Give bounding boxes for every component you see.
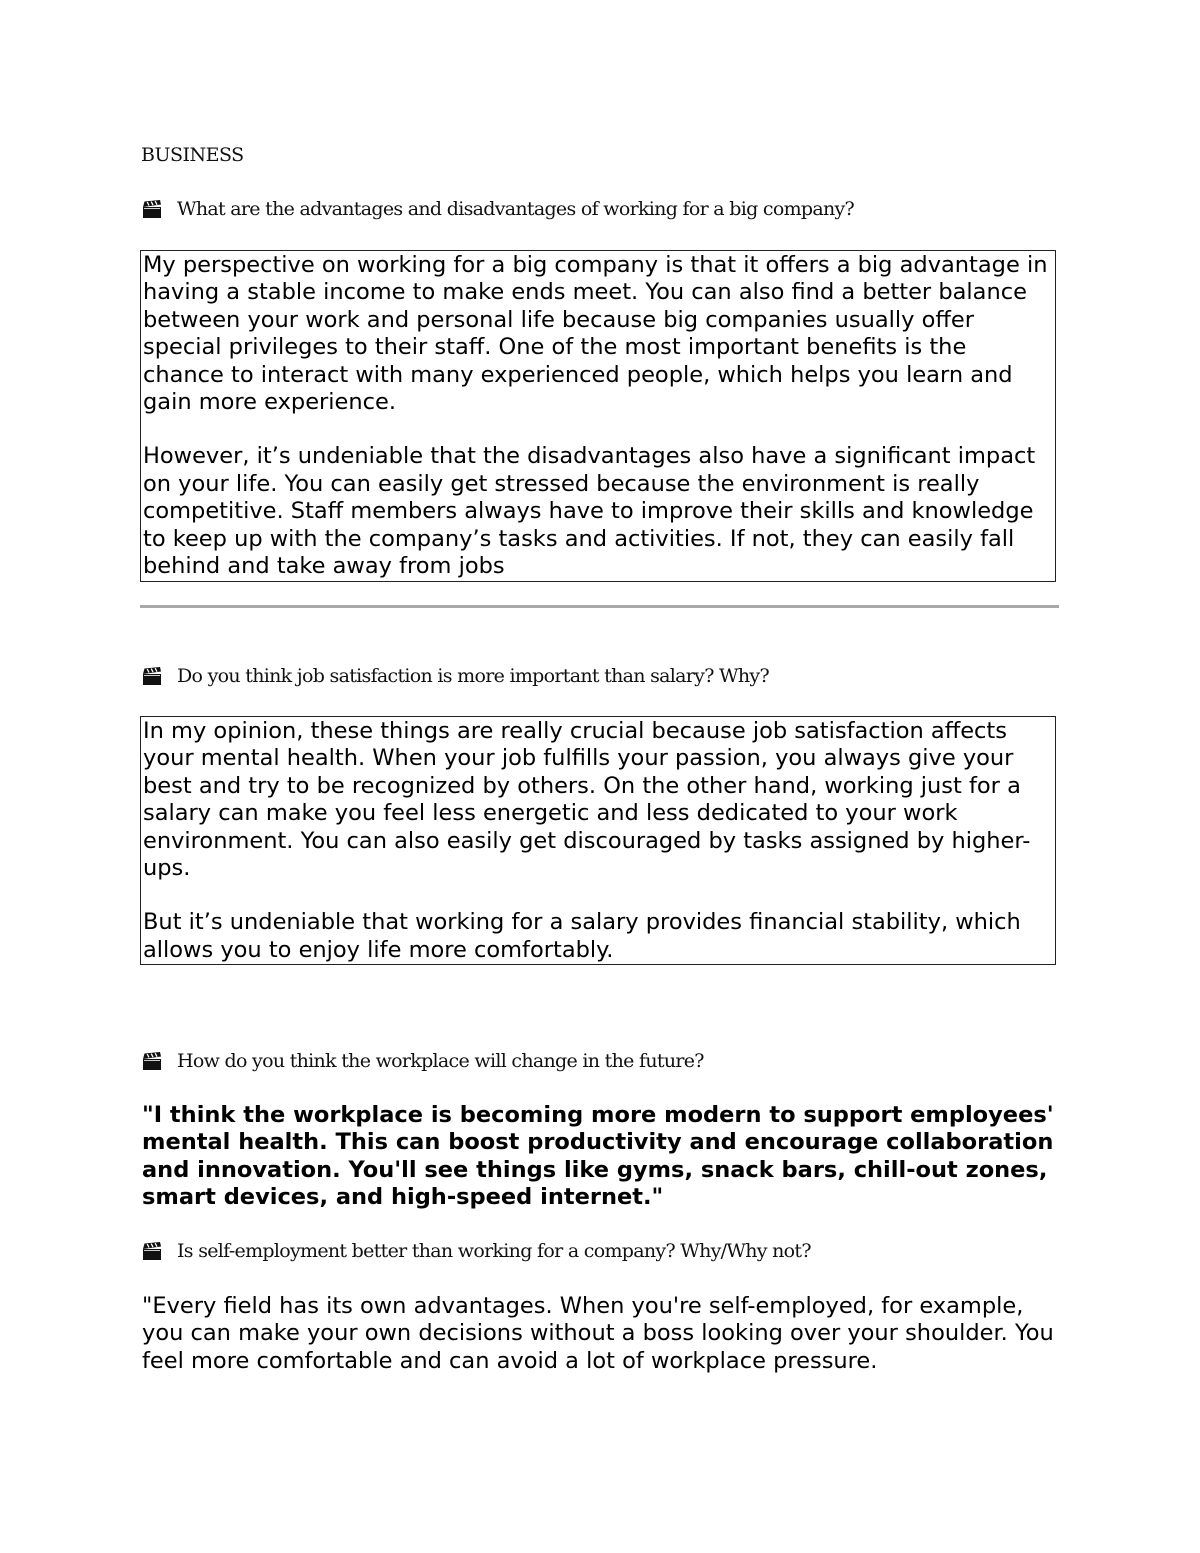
- answer-4-text: "Every field has its own advantages. When you're self-employed, for example, you can make your own decisions without a boss looking over your shoulder. You feel more comfortable and can avoid a lot of workplace pressure.: [142, 1293, 1054, 1374]
- answer-1-paragraph-2: However, it’s undeniable that the disadvantages also have a significant impact on your life. You can easily get stressed because the environment is really competitive. Staff members always have to improve their skills and knowledge to keep up with the company’s tasks and activities. If not, they can easily fall behind and take away from jobs: [143, 443, 1036, 580]
- clapperboard-icon: [141, 665, 163, 687]
- question-4-text: Is self-employment better than working for a company? Why/Why not?: [177, 1240, 811, 1262]
- question-2: [141, 665, 769, 687]
- question-3: [141, 1050, 704, 1072]
- section-heading: BUSINESS: [141, 144, 244, 166]
- clapperboard-icon: [141, 1240, 163, 1262]
- horizontal-divider: [140, 605, 1059, 608]
- answer-box-1: [140, 250, 1056, 582]
- answer-1-paragraph-1: My perspective on working for a big company is that it offers a big advantage in having a stable income to make ends meet. You can also find a better balance between your work and personal life because big companies usually offer special privileges to their staff. One of the most important benefits is the chance to interact with many experienced people, which helps you learn and gain more experience.: [143, 252, 1048, 416]
- question-2-text: Do you think job satisfaction is more important than salary? Why?: [177, 665, 769, 687]
- question-1-text: What are the advantages and disadvantages of working for a big company?: [177, 198, 855, 220]
- question-1: [141, 198, 854, 220]
- answer-box-2: [140, 716, 1056, 965]
- answer-2-paragraph-1: In my opinion, these things are really crucial because job satisfaction affects your mental health. When your job fulfills your passion, you always give your best and try to be recognized by others. On the other hand, working just for a salary can make you feel less energetic and less dedicated to your work environment. You can also easily get discouraged by tasks assigned by higher-ups.: [143, 718, 1031, 882]
- answer-2-paragraph-2: But it’s undeniable that working for a salary provides financial stability, which allows you to enjoy life more comfortably.: [143, 909, 1021, 963]
- clapperboard-icon: [141, 198, 163, 220]
- question-3-text: How do you think the workplace will change in the future?: [177, 1050, 704, 1072]
- clapperboard-icon: [141, 1050, 163, 1072]
- answer-3-text: "I think the workplace is becoming more modern to support employees' mental health. This can boost productivity and encourage collaboration and innovation. You'll see things like gyms, snack bars, chill-out zones, smart devices, and high-speed internet.": [142, 1102, 1054, 1211]
- question-4: [141, 1240, 811, 1262]
